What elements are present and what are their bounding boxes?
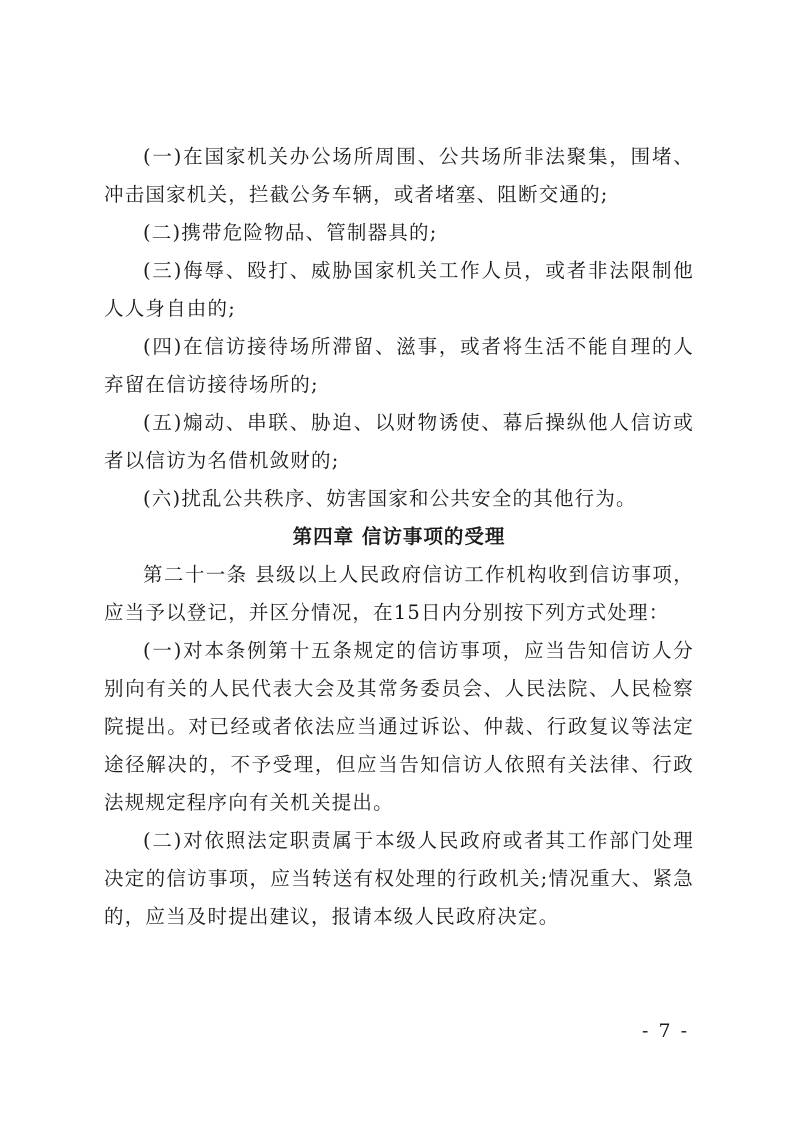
page-number: - 7 - <box>641 1020 689 1042</box>
chapter-title: 第四章 信访事项的受理 <box>292 525 506 548</box>
paragraph-item-3: (三)侮辱、殴打、威胁国家机关工作人员，或者非法限制他人人身自由的; <box>104 259 694 320</box>
paragraph-item-6: (六)扰乱公共秩序、妨害国家和公共安全的其他行为。 <box>143 487 637 510</box>
paragraph-item-1: (一)在国家机关办公场所周围、公共场所非法聚集，围堵、冲击国家机关，拦截公务车辆，或者堵塞、阻断交通的; <box>104 145 694 206</box>
paragraph-item-5: (五)煽动、串联、胁迫、以财物诱使、幕后操纵他人信访或者以信访为名借机敛财的; <box>104 411 694 472</box>
paragraph-item-4: (四)在信访接待场所滞留、滋事，或者将生活不能自理的人弃留在信访接待场所的; <box>104 335 694 396</box>
article-21: 第二十一条 县级以上人民政府信访工作机构收到信访事项，应当予以登记，并区分情况，在15日内分别按下列方式处理： <box>104 563 694 624</box>
document-body <box>104 138 694 936</box>
article-21-item-2: (二)对依照法定职责属于本级人民政府或者其工作部门处理决定的信访事项，应当转送有权处理的行政机关;情况重大、紧急的，应当及时提出建议，报请本级人民政府决定。 <box>104 829 694 928</box>
paragraph-item-2: (二)携带危险物品、管制器具的; <box>143 221 438 244</box>
article-21-item-1: (一)对本条例第十五条规定的信访事项，应当告知信访人分别向有关的人民代表大会及其常务委员会、人民法院、人民检察院提出。对已经或者依法应当通过诉讼、仲裁、行政复议等法定途径解决的，不予受理，但应当告知信访人依照有关法律、行政法规规定程序向有关机关提出。 <box>104 639 694 814</box>
